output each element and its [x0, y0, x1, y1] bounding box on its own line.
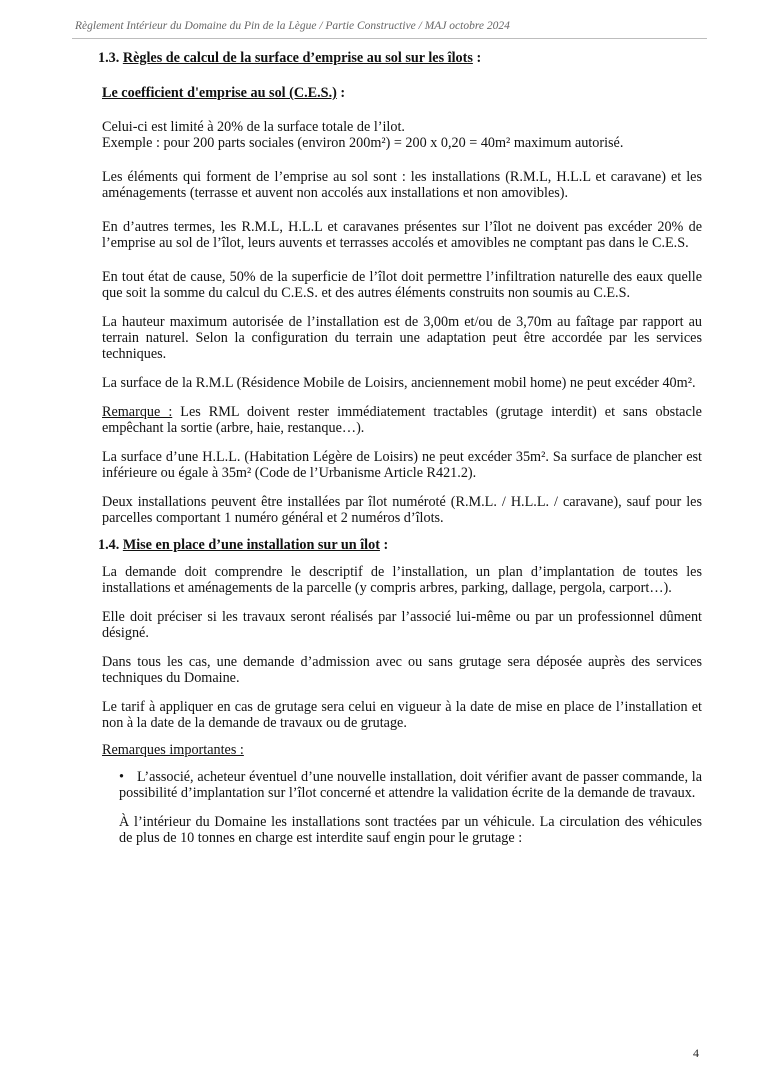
paragraph-max-height: La hauteur maximum autorisée de l’installation est de 3,00m et/ou de 3,70m au faîtage par rapport au terrain naturel. Selon la configuration du terrain une adaptation peut être accordée par les services techniques.: [102, 314, 702, 362]
remarks-heading: [102, 742, 702, 758]
paragraph-in-other-words: En d’autres termes, les R.M.L, H.L.L et caravanes présentes sur l’îlot ne doivent pas excéder 20% de l’emprise au sol de l’îlot, leurs auvents et terrasses accolés et amovibles ne comptant pas dans le C.E.S.: [102, 219, 702, 251]
running-header: [75, 20, 715, 32]
remark-text: Les RML doivent rester immédiatement tractables (grutage interdit) et sans obstacle empêchant la sortie (arbre, haie, restanque…).: [102, 404, 702, 436]
section-number: 1.3.: [98, 50, 120, 66]
paragraph-elements: Les éléments qui forment de l’emprise au sol sont : les installations (R.M.L, H.L.L et caravane) et les aménagements (terrasse et auvent non accolés aux installations et non amovibles).: [102, 169, 702, 201]
ces-suffix: :: [336, 85, 346, 101]
ces-heading: [102, 85, 702, 101]
section-1-3-heading: [98, 50, 702, 66]
paragraph-works-by: Elle doit préciser si les travaux seront réalisés par l’associé lui-même ou par un professionnel dûment désigné.: [102, 609, 702, 641]
paragraph-request-contents: La demande doit comprendre le descriptif de l’installation, un plan d’implantation de toutes les installations et aménagements de la parcelle (y compris arbres, parking, dallage, pergola, carport…).: [102, 564, 702, 596]
bullet-text: L’associé, acheteur éventuel d’une nouvelle installation, doit vérifier avant de passer commande, la possibilité d’implantation sur l’îlot concerné et attendre la validation écrite de la demande de travaux.: [119, 769, 702, 801]
paragraph-two-installations: Deux installations peuvent être installées par îlot numéroté (R.M.L. / H.L.L. / caravane), sauf pour les parcelles comportant 1 numéro général et 2 numéros d’îlots.: [102, 494, 702, 526]
remark-label: Remarque :: [102, 404, 173, 420]
page-body: [98, 50, 702, 846]
paragraph-admission-request: Dans tous les cas, une demande d’admission avec ou sans grutage sera déposée auprès des services techniques du Domaine.: [102, 654, 702, 686]
section-title: Règles de calcul de la surface d’emprise au sol sur les îlots: [122, 50, 473, 66]
remarks-heading-text: Remarques importantes :: [102, 742, 244, 758]
header-rule: [72, 38, 707, 39]
section-suffix: :: [379, 537, 389, 553]
section-suffix: :: [472, 50, 482, 66]
section-number: 1.4.: [98, 537, 120, 553]
section-1-4-heading: [98, 537, 702, 553]
paragraph-ces-limit: [102, 119, 702, 151]
section-title: Mise en place d’une installation sur un îlot: [122, 537, 380, 553]
page-number: 4: [693, 1046, 699, 1060]
ces-limit-line: Celui-ci est limité à 20% de la surface totale de l’ilot.: [102, 119, 405, 135]
ces-title: Le coefficient d'emprise au sol (C.E.S.): [102, 85, 337, 101]
paragraph-hll-surface: La surface d’une H.L.L. (Habitation Légère de Loisirs) ne peut excéder 35m². Sa surface de plancher est inférieure ou égale à 35m² (Code de l’Urbanisme Article R421.2).: [102, 449, 702, 481]
paragraph-tariff: Le tarif à appliquer en cas de grutage sera celui en vigueur à la date de mise en place de l’installation et non à la date de la demande de travaux ou de grutage.: [102, 699, 702, 731]
paragraph-traction: À l’intérieur du Domaine les installations sont tractées par un véhicule. La circulation des véhicules de plus de 10 tonnes en charge est interdite sauf engin pour le grutage :: [119, 814, 702, 846]
bullet-item: [102, 769, 702, 801]
paragraph-infiltration: En tout état de cause, 50% de la superficie de l’îlot doit permettre l’infiltration naturelle des eaux quelle que soit la somme du calcul du C.E.S. et des autres éléments construits non soumis au C.E.S.: [102, 269, 702, 301]
paragraph-remark: [102, 404, 702, 436]
paragraph-rml-surface: La surface de la R.M.L (Résidence Mobile de Loisirs, anciennement mobil home) ne peut excéder 40m².: [102, 375, 696, 391]
ces-example-line: Exemple : pour 200 parts sociales (environ 200m²) = 200 x 0,20 = 40m² maximum autorisé.: [102, 135, 624, 151]
header-text: Règlement Intérieur du Domaine du Pin de la Lègue / Partie Constructive / MAJ octobre 2024: [75, 20, 510, 32]
bullet-icon: •: [119, 769, 124, 785]
